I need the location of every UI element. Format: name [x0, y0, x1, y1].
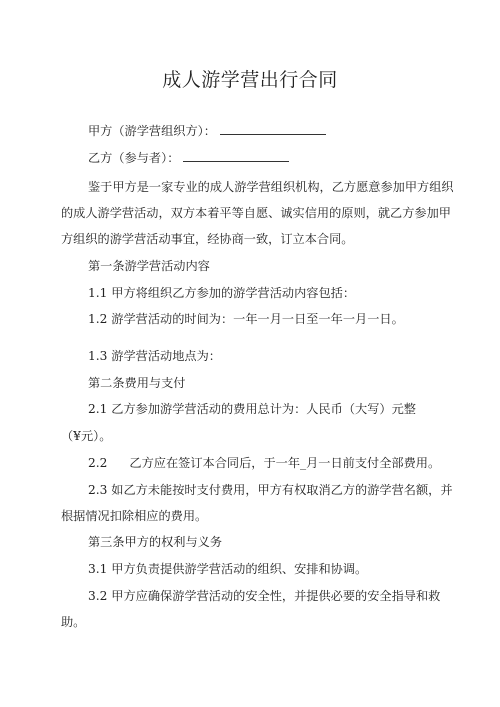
article-3-title: 第三条甲方的权利与义务 [88, 535, 223, 549]
preamble-line-3: 方组织的游学营活动事宜，经协商一致，订立本合同。 [61, 232, 354, 246]
clause-1-2: 1.2 游学营活动的时间为：一年一月一日至一年一月一日。 [88, 312, 404, 326]
clause-3-2-line-2: 助。 [61, 615, 86, 629]
clause-3-1: 3.1 甲方负责提供游学营活动的组织、安排和协调。 [88, 562, 368, 576]
clause-2-2-number: 2.2 [88, 456, 108, 470]
clause-2-2 [88, 455, 440, 471]
party-b-line [88, 150, 289, 166]
clause-2-2-text: 乙方应在签订本合同后，于一年_月一日前支付全部费用。 [129, 456, 441, 470]
document-title: 成人游学营出行合同 [162, 69, 338, 91]
clause-1-1: 1.1 甲方将组织乙方参加的游学营活动内容包括： [88, 286, 356, 300]
article-2-title: 第二条费用与支付 [88, 376, 186, 390]
party-a-label: 甲方（游学营组织方）： [88, 124, 216, 138]
clause-2-1-line-1: 2.1 乙方参加游学营活动的费用总计为：人民币（大写）元整 [88, 402, 416, 416]
article-1-title: 第一条游学营活动内容 [88, 259, 210, 273]
preamble-line-2: 的成人游学营活动，双方本着平等自愿、诚实信用的原则，就乙方参加甲 [61, 206, 451, 220]
clause-2-3-line-2: 根据情况扣除相应的费用。 [61, 509, 208, 523]
clause-1-3: 1.3 游学营活动地点为： [88, 349, 221, 363]
clause-3-2-line-1: 3.2 甲方应确保游学营活动的安全性，并提供必要的安全指导和救 [88, 589, 441, 603]
party-b-blank[interactable] [183, 151, 289, 162]
preamble-line-1: 鉴于甲方是一家专业的成人游学营组织机构，乙方愿意参加甲方组织 [88, 180, 454, 194]
clause-2-3-line-1: 2.3 如乙方未能按时支付费用，甲方有权取消乙方的游学营名额，并 [88, 483, 453, 497]
clause-2-1-line-2: （¥元）。 [61, 429, 112, 443]
party-a-line [88, 123, 326, 139]
party-b-label: 乙方（参与者）： [88, 151, 180, 165]
party-a-blank[interactable] [220, 124, 326, 135]
